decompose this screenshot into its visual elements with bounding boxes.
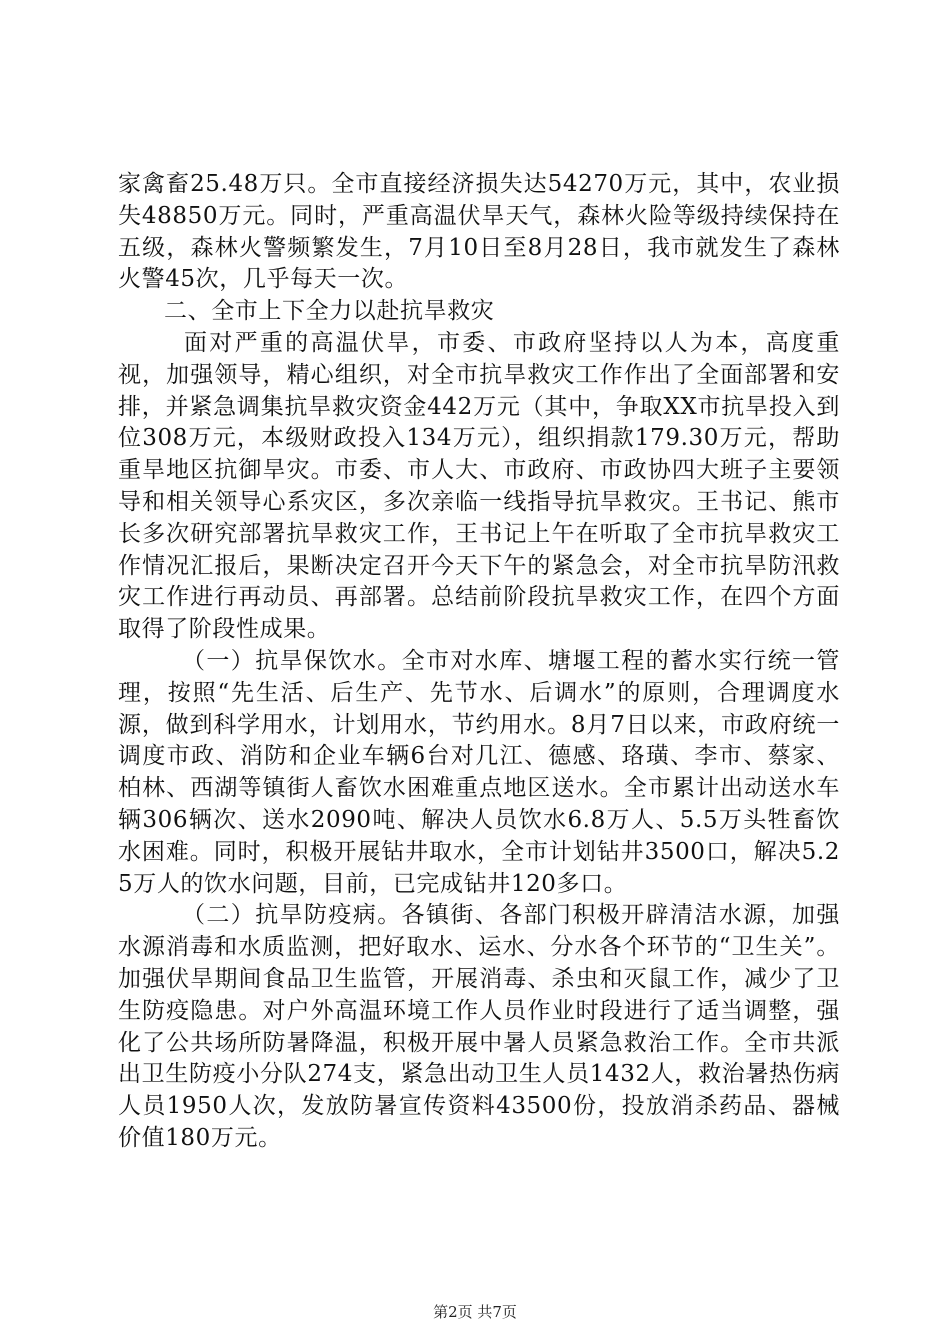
paragraph-overview: 面对严重的高温伏旱，市委、市政府坚持以人为本，高度重视，加强领导，精心组织，对全市抗旱救灾工作作出了全面部署和安排，并紧急调集抗旱救灾资金442万元（其中，争取XX市抗旱投入到位308万元，本级财政投入134万元），组织捐款179.30万元，帮助重旱地区抗御旱灾。市委、市人大、市政府、市政协四大班子主要领导和相关领导心系灾区，多次亲临一线指导抗旱救灾。王书记、熊市长多次研究部署抗旱救灾工作，王书记上午在听取了全市抗旱救灾工作情况汇报后，果断决定召开今天下午的紧急会，对全市抗旱防汛救灾工作进行再动员、再部署。总结前阶段抗旱救灾工作，在四个方面取得了阶段性成果。 <box>118 329 840 643</box>
paragraph-drinking-water: （一）抗旱保饮水。全市对水库、塘堰工程的蓄水实行统一管理，按照“先生活、后生产、先节水、后调水”的原则，合理调度水源，做到科学用水，计划用水，节约用水。8月7日以来，市政府统一调度市政、消防和企业车辆6台对几江、德感、珞璜、李市、蔡家、柏林、西湖等镇街人畜饮水困难重点地区送水。全市累计出动送水车辆306辆次、送水2090吨、解决人员饮水6.8万人、5.5万头牲畜饮水困难。同时，积极开展钻井取水，全市计划钻井3500口，解决5.25万人的饮水问题，目前，已完成钻井120多口。 <box>118 647 840 897</box>
document-body <box>118 169 840 1155</box>
paragraph-epidemic-prevention: （二）抗旱防疫病。各镇街、各部门积极开辟清洁水源，加强水源消毒和水质监测，把好取水、运水、分水各个环节的“卫生关”。加强伏旱期间食品卫生监管，开展消毒、杀虫和灭鼠工作，减少了卫生防疫隐患。对户外高温环境工作人员作业时段进行了适当调整，强化了公共场所防暑降温，积极开展中暑人员紧急救治工作。全市共派出卫生防疫小分队274支，紧急出动卫生人员1432人，救治暑热伤病人员1950人次，发放防暑宣传资料43500份，投放消杀药品、器械价值180万元。 <box>118 902 840 1151</box>
section-heading: 二、全市上下全力以赴抗旱救灾 <box>164 298 495 325</box>
page-number-footer: 第2页 共7页 <box>433 1303 517 1321</box>
paragraph-losses: 家禽畜25.48万只。全市直接经济损失达54270万元，其中，农业损失48850万元。同时，严重高温伏旱天气，森林火险等级持续保持在五级，森林火警频繁发生，7月10日至8月28日，我市就发生了森林火警45次，几乎每天一次。 <box>118 171 840 293</box>
